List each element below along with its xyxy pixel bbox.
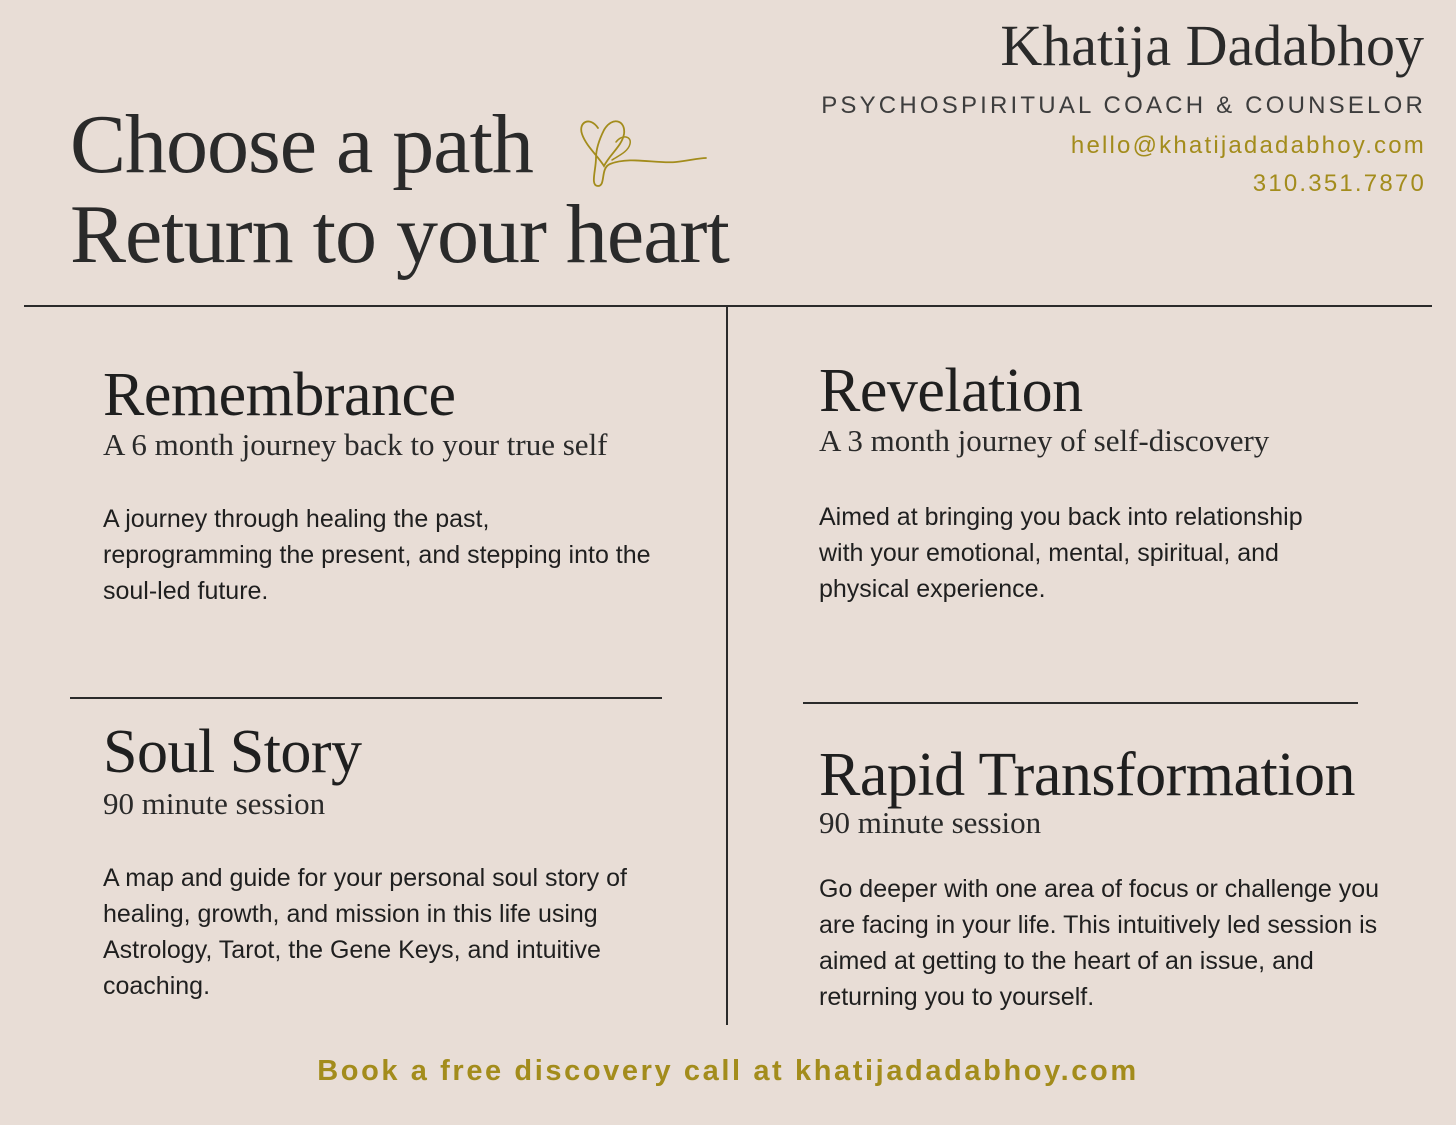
right-divider: [803, 702, 1358, 704]
brand-name: Khatija Dadabhoy: [1000, 13, 1424, 78]
offering-description: A map and guide for your personal soul story of healing, growth, and mission in this life using Astrology, Tarot, the Gene Keys, and intuitive coaching.: [103, 864, 627, 1000]
offering-title: Rapid Transformation: [819, 741, 1355, 809]
offering-subtitle: A 3 month journey of self-discovery: [819, 423, 1270, 458]
brand-phone-link[interactable]: 310.351.7870: [1252, 170, 1426, 197]
offering-description: A journey through healing the past, reprogramming the present, and stepping into the soul-led future.: [103, 505, 651, 605]
offering-subtitle: 90 minute session: [103, 786, 326, 821]
top-divider: [24, 305, 1432, 307]
headline-line-2: Return to your heart: [70, 188, 729, 281]
offering-subtitle: A 6 month journey back to your true self: [103, 427, 608, 462]
offering-subtitle: 90 minute session: [819, 805, 1042, 840]
center-divider: [726, 307, 728, 1025]
left-divider: [70, 697, 662, 699]
offering-remembrance: [103, 360, 653, 609]
heart-flourish-icon: [576, 108, 711, 193]
offering-revelation: [819, 356, 1339, 607]
offering-soul-story: [103, 717, 633, 1004]
offering-description: Go deeper with one area of focus or challenge you are facing in your life. This intuitively led session is aimed at getting to the heart of an issue, and returning you to yourself.: [819, 875, 1380, 1011]
offering-title: Soul Story: [103, 718, 362, 786]
discovery-call-link[interactable]: Book a free discovery call at khatijadadabhoy.com: [317, 1055, 1139, 1087]
offering-rapid-transformation: [819, 740, 1409, 1015]
brand-title: PSYCHOSPIRITUAL COACH & COUNSELOR: [821, 92, 1426, 119]
offering-title: Revelation: [819, 357, 1083, 425]
offering-title: Remembrance: [103, 361, 456, 429]
headline-line-1: Choose a path: [70, 98, 533, 191]
offering-description: Aimed at bringing you back into relationship with your emotional, mental, spiritual, and physical experience.: [819, 503, 1303, 603]
brand-email-link[interactable]: hello@khatijadadabhoy.com: [1070, 132, 1426, 159]
